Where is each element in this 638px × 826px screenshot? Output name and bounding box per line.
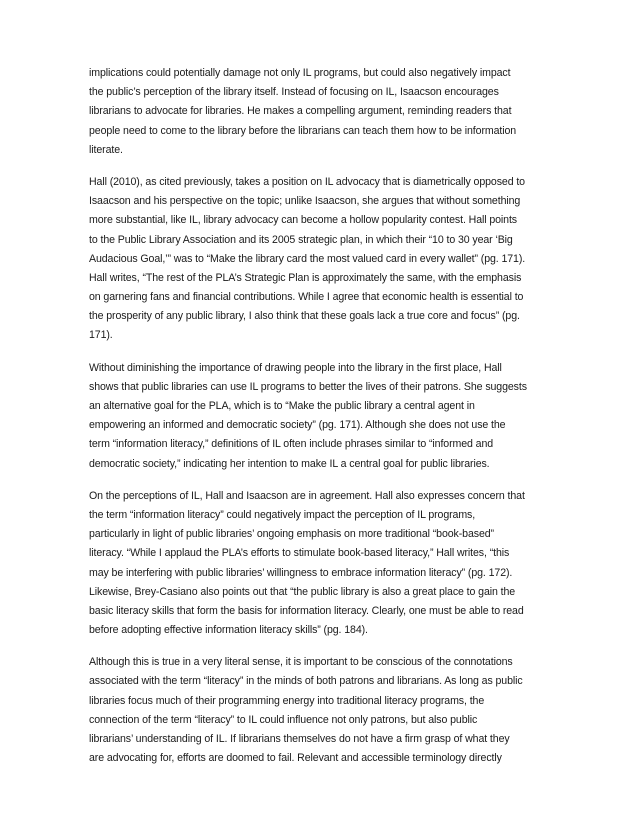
text-line: to the Public Library Association and its 2005 strategic plan, in which their “10 to 30 year ‘Big bbox=[89, 233, 513, 246]
text-line: on garnering fans and financial contributions. While I agree that economic health is essential to bbox=[89, 291, 524, 304]
text-line: people need to come to the library before the librarians can teach them how to be information bbox=[89, 124, 517, 137]
text-line: Likewise, Brey-Casiano also points out that “the public library is also a great place to gain the bbox=[89, 585, 516, 598]
text-line: the term “information literacy” could negatively impact the perception of IL programs, bbox=[89, 508, 476, 521]
text-line: Hall writes, “The rest of the PLA’s Strategic Plan is approximately the same, with the emphasis bbox=[89, 271, 522, 284]
text-line: literate. bbox=[89, 143, 123, 156]
paragraph-2 bbox=[89, 173, 569, 346]
text-line: shows that public libraries can use IL programs to better the lives of their patrons. She suggests bbox=[89, 380, 527, 393]
text-line: before adopting effective information literacy skills” (pg. 184). bbox=[89, 624, 368, 637]
text-line: Hall (2010), as cited previously, takes a position on IL advocacy that is diametrically opposed to bbox=[89, 175, 525, 188]
text-line: the public’s perception of the library itself. Instead of focusing on IL, Isaacson encourages bbox=[89, 86, 499, 99]
text-line: democratic society,” indicating her intention to make IL a central goal for public libraries. bbox=[89, 457, 490, 470]
text-line: implications could potentially damage not only IL programs, but could also negatively impact bbox=[89, 67, 511, 79]
text-line: On the perceptions of IL, Hall and Isaacson are in agreement. Hall also expresses concern that bbox=[89, 489, 525, 502]
text-line: librarians’ understanding of IL. If librarians themselves do not have a firm grasp of what they bbox=[89, 733, 510, 745]
text-line: Audacious Goal,’” was to “Make the library card the most valued card in every wallet” (pg. 171). bbox=[89, 252, 526, 265]
text-line: empowering an informed and democratic society” (pg. 171). Although she does not use the bbox=[89, 419, 506, 432]
text-line: Isaacson and his perspective on the topic; unlike Isaacson, she argues that without something bbox=[89, 195, 521, 208]
text-line: Although this is true in a very literal sense, it is important to be conscious of the connotations bbox=[89, 656, 513, 669]
text-line: associated with the term “literacy” in the minds of both patrons and librarians. As long as public bbox=[89, 675, 523, 688]
text-line: particularly in light of public libraries’ ongoing emphasis on more traditional “book-based” bbox=[89, 528, 494, 541]
text-line: are advocating for, efforts are doomed to fail. Relevant and accessible terminology directly bbox=[89, 752, 502, 765]
text-line: term “information literacy,” definitions of IL often include phrases similar to “informed and bbox=[89, 438, 494, 451]
text-line: connection of the term “literacy” to IL could influence not only patrons, but also public bbox=[89, 713, 478, 726]
text-line: an alternative goal for the PLA, which is to “Make the public library a central agent in bbox=[89, 400, 475, 412]
document-body bbox=[89, 64, 569, 781]
text-line: librarians to advocate for libraries. He makes a compelling argument, reminding readers that bbox=[89, 105, 512, 118]
text-line: 171). bbox=[89, 329, 113, 342]
text-line: literacy. “While I applaud the PLA’s efforts to stimulate book-based literacy,” Hall writes, “this bbox=[89, 547, 510, 560]
text-line: Without diminishing the importance of drawing people into the library in the first place, Hall bbox=[89, 361, 502, 374]
text-line: the prosperity of any public library, I also think that these goals lack a true core and focus” (pg. bbox=[89, 310, 520, 323]
paragraph-4 bbox=[89, 487, 569, 641]
paragraph-1 bbox=[89, 64, 569, 160]
paragraph-3 bbox=[89, 359, 569, 474]
text-line: basic literacy skills that form the basis for information literacy. Clearly, one must be able to read bbox=[89, 604, 524, 617]
text-line: more substantial, like IL, library advocacy can become a hollow popularity contest. Hall points bbox=[89, 214, 518, 227]
paragraph-5 bbox=[89, 653, 569, 768]
text-line: may be interfering with public libraries’ willingness to embrace information literacy” (pg. 172). bbox=[89, 566, 513, 579]
text-line: libraries focus much of their programming energy into traditional literacy programs, the bbox=[89, 694, 485, 707]
